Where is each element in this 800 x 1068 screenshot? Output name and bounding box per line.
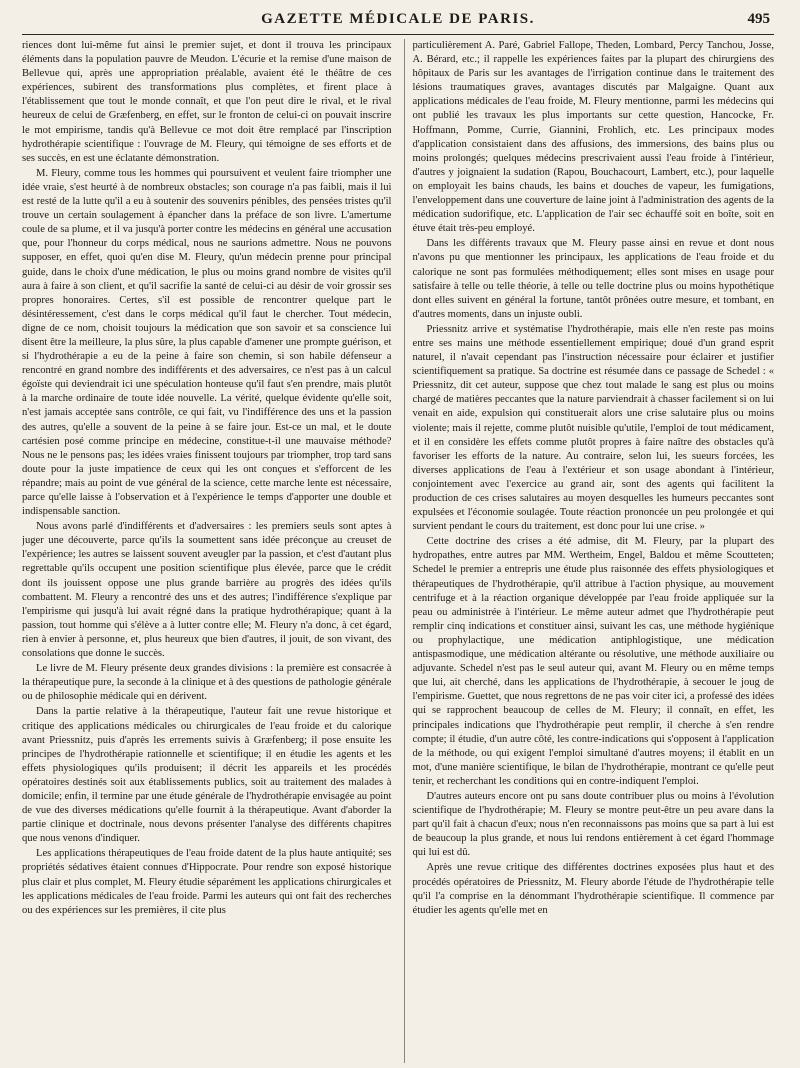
- paragraph: riences dont lui-même fut ainsi le premier sujet, et dont il trouva les principaux éléments dans la population pauvre de Meudon. L'écurie et la remise d'une maison de Bellevue qui, après une appropriation préalable, avaient été le théâtre de ces expériences, subirent des transformations plus complètes, et firent place à l'établissement que tout le monde connaît, et que l'on peut dire le rival, et le rival heureux de celui de Græfenberg, en effet, sur le fronton de celui-ci on pouvait inscrire le mot empirisme, tandis qu'à Bellevue ce mot doit être remplacé par l'inscription hydrothérapie scientifique : l'ouvrage de M. Fleury, qui témoigne de ses efforts et de ses succès, en est une éclatante démonstration.: [22, 40, 392, 164]
- page-header: [22, 6, 774, 35]
- paragraph: Cette doctrine des crises a été admise, dit M. Fleury, par la plupart des hydropathes, entre autres par MM. Wertheim, Engel, Baldou et même Scoutteten; Schedel le premier a entrepris une étude plus raisonnée des effets physiologiques et thérapeutiques de l'hydrothérapie, qu'il attribue à l'action physique, au mouvement centrifuge et à la réaction organique développée par l'eau froide appliquée sur la peau ou administrée à l'intérieur. Le même auteur admet que l'hydrothérapie peut remplir cinq indications et constituer ainsi, suivant les cas, une méthode hygiénique ou prophylactique, une médication antiphlogistique, une médication antispasmodique, une médication altérante ou résolutive, une méthode auxiliaire ou adjuvante. Schedel n'est pas le seul auteur qui, avant M. Fleury ou en même temps que lui, ait cherché, dans les applications de l'hydrothérapie, à secouer le joug de l'empirisme. Guettet, que nous regrettons de ne pas voir citer ici, a professé des idées qui se rapprochent beaucoup de celles de M. Fleury; il connaît, en effet, les principales indications que l'hydrothérapie peut remplir, il cherche à s'en rendre compte; il étudie, d'un autre côté, les contre-indications qui s'opposent à l'application de la méthode, ou qui exigent l'emploi simultané d'autres moyens; il établit en un mot, d'une manière scientifique, le bilan de l'hydrothérapie, montrant ce qu'elle peut tenir, et recherchant les conditions qui en contre-indiquent l'emploi.: [412, 536, 774, 787]
- paragraph: Dans les différents travaux que M. Fleury passe ainsi en revue et dont nous n'avons pu que mentionner les principaux, les applications de l'eau froide et du calorique ne sont pas formulées méthodiquement; elles sont mises en usage pour satisfaire à telle ou telle théorie, à telle ou telle doctrine plus ou moins hypothétique dont elles suivent en général la fortune, tantôt prônées outre mesure, et tombant, en d'autres moments, dans un injuste oubli.: [412, 238, 774, 320]
- right-column: [404, 39, 775, 1063]
- paragraph: particulièrement A. Paré, Gabriel Fallope, Theden, Lombard, Percy Tanchou, Josse, A. Bérard, etc.; il rappelle les expériences faites par la plupart des chirurgiens des hôpitaux de Paris sur les avantages de l'irrigation continue dans le traitement des lésions traumatiques graves, avantages discutés par Malgaigne. Quant aux applications médicales de l'eau froide, M. Fleury mentionne, parmi les médecins qui ont publié les travaux les plus importants sur cette question, Hancocke, Fr. Hoffmann, Pomme, Currie, Giannini, Frohlich, etc. Les principaux modes d'application consistaient dans des affusions, des immersions, des bains plus ou moins prolongés; quelques médecins prescrivaient aussi l'eau froide à l'intérieur, d'autres y joignaient la sudation (Rapou, Bouchacourt, Lambert, etc.), pour laquelle on employait les bains chauds, les bains et douches de vapeur, les fumigations, l'enveloppement dans une couverture de laine joint à l'administration des agents de la médication sudorifique, etc. L'application de l'air sec échauffé soit en boîte, soit en étuve était très-peu employé.: [412, 40, 774, 235]
- paragraph: Après une revue critique des différentes doctrines exposées plus haut et des procédés opératoires de Priessnitz, M. Fleury aborde l'étude de l'hydrothérapie telle qu'il l'a comprise en la dénommant l'hydrothérapie scientifique. Il commence par étudier les agents qu'elle met en: [412, 862, 774, 916]
- left-column: [22, 39, 392, 1063]
- paragraph: Les applications thérapeutiques de l'eau froide datent de la plus haute antiquité; ses propriétés sédatives étaient connues d'Hippocrate. Pour rendre son exposé historique plus clair et plus complet, M. Fleury étudie séparément les applications chirurgicales et les applications médicales de l'eau froide. Parmi les auteurs qui ont fait des recherches ou des expériences sur les premières, il cite plus: [22, 848, 392, 916]
- text-columns: [22, 39, 774, 1063]
- paragraph: Le livre de M. Fleury présente deux grandes divisions : la première est consacrée à la thérapeutique pure, la seconde à la clinique et à des questions de pathologie générale ou de philosophie médicale qui en dérivent.: [22, 663, 392, 703]
- journal-title: GAZETTE MÉDICALE DE PARIS.: [261, 11, 535, 27]
- paragraph: Nous avons parlé d'indifférents et d'adversaires : les premiers seuls sont aptes à juger une découverte, parce qu'ils la soumettent sans idée préconçue au creuset de l'expérience; les autres se laissent souvent aveugler par la passion, et c'est d'autant plus regrettable qu'ils occupent une position scientifique plus élevée, parce que le crédit dont ils jouissent oppose une plus grande barrière au progrès des idées qu'ils combattent. M. Fleury a rencontré des uns et des autres; l'indifférence s'explique par l'empirisme qui jusqu'à lui avait régné dans la pratique hydrothérapique; quant à la passion, tout homme qui s'élève a à lutter contre elle; M. Fleury n'a donc, à cet égard, rien à envier à personne, et, plus heureux que bien d'autres, il jouit, de son vivant, des consolations que donne le succès.: [22, 521, 392, 660]
- page-number: 495: [747, 11, 770, 27]
- paragraph: Dans la partie relative à la thérapeutique, l'auteur fait une revue historique et critique des applications médicales ou chirurgicales de l'eau froide et du calorique avant Priessnitz, puis d'après les errements suivis à Græfenberg; il pose ensuite les principes de l'hydrothérapie rationnelle et scientifique; il en étudie les agents et les effets physiologiques qu'ils produisent; il décrit les appareils et les procédés opératoires destinés soit aux établissements publics, soit au traitement des malades à domicile; enfin, il termine par une étude générale de l'hydrothérapie envisagée au point de vue des diverses médications qu'elle fournit à la thérapeutique. Avant d'aborder la partie clinique et doctrinale, nous devons présenter l'analyse des différents chapitres que nous venons d'indiquer.: [22, 706, 392, 845]
- paragraph: D'autres auteurs encore ont pu sans doute contribuer plus ou moins à l'évolution scientifique de l'hydrothérapie; M. Fleury se montre peut-être un peu avare dans la part qu'il fait à chacun d'eux; nous n'en reconnaissons pas moins que sa part à lui est de beaucoup la plus grande, et nous lui rendons entièrement à cet égard l'hommage qui lui est dû.: [412, 790, 774, 859]
- paragraph: Priessnitz arrive et systématise l'hydrothérapie, mais elle n'en reste pas moins entre ses mains une méthode essentiellement empirique; doué d'un grand esprit naturel, il n'avait cependant pas l'instruction nécessaire pour éclairer et justifier scientifiquement sa pratique. Sa doctrine est résumée dans ce passage de Schedel : « Priessnitz, dit cet auteur, suppose que chez tout malade le sang est plus ou moins chargé de matières peccantes que la nature parviendrait à chasser facilement si on lui venait en aide, expulsion qui constituerait alors une crise salutaire plus ou moins violente; mais il rejette, comme plutôt nuisible qu'utile, l'emploi de tout médicament, et il en considère les effets comme plutôt propres à faire naître des obstacles qu'à favoriser les efforts de la nature. Au contraire, selon lui, les sueurs forcées, les diverses applications de l'eau à l'extérieur et son usage abondant à l'intérieur, conjointement avec l'exercice au grand air, sont des agents qui facilitent la production de ces crises salutaires au moyen desquelles les humeurs peccantes sont expulsées et l'économie soulagée. Toute réaction prononcée un peu prolongée et qui survient pendant le cours du traitement, est donc pour lui une crise. »: [412, 323, 774, 533]
- paragraph: M. Fleury, comme tous les hommes qui poursuivent et veulent faire triompher une idée vraie, s'est heurté à de nombreux obstacles; son courage n'a pas faibli, mais il lui est resté de la lutte qu'il a eu à soutenir des souvenirs pénibles, des pensées tristes qu'il trouve un certain soulagement à épancher dans la préface de son livre. L'amertume coule de sa plume, et il va jusqu'à porter contre les médecins en général une accusation que, pour l'honneur du corps médical, nous ne saurions admettre. Nous ne pouvons supposer, en effet, quoi qu'en dise M. Fleury, qu'un médecin prenne pour principal guide, dans le choix d'une médication, le plus ou moins grand nombre de visites qu'il aura à faire à son client, et qu'il sacrifie la santé de celui-ci au désir de voir grossir ses propres honoraires. Certes, s'il est possible de rencontrer quelque part le désintéressement, c'est dans le corps médical qu'il faut le chercher. Tout médecin, digne de ce nom, choisit toujours la médication que son savoir et sa conscience lui disent être la meilleure, la plus sûre, la plus capable d'amener une prompte guérison, et si l'hydrothérapie a eu de la peine à faire son chemin, si son habile défenseur a rencontré en grand nombre des indifférents et des adversaires, ce n'est pas à un calcul égoïste qui deviendrait ici une spéculation honteuse qu'il faut s'en prendre, mais plutôt à la marche ordinaire de toute idée nouvelle. La vérité, quelque évidente qu'elle soit, n'est jamais acceptée sans contrôle, ce qui fait, vu l'indifférence des uns et la passion des autres, qu'elle a souvent de la peine à se faire jour. Est-ce un mal, et le doute cartésien posé comme principe en médecine, constitue-t-il une mauvaise méthode? Nous ne le pensons pas; les idées vraies finissent toujours par triompher, trop tard sans doute pour la juste impatience de ceux qui les ont conçues et s'efforcent de les répandre; mais au point de vue général de la science, cette marche lente est nécessaire, parce qu'elle laisse à l'observation et à l'expérience le temps d'apporter une double et indispensable sanction.: [22, 167, 392, 518]
